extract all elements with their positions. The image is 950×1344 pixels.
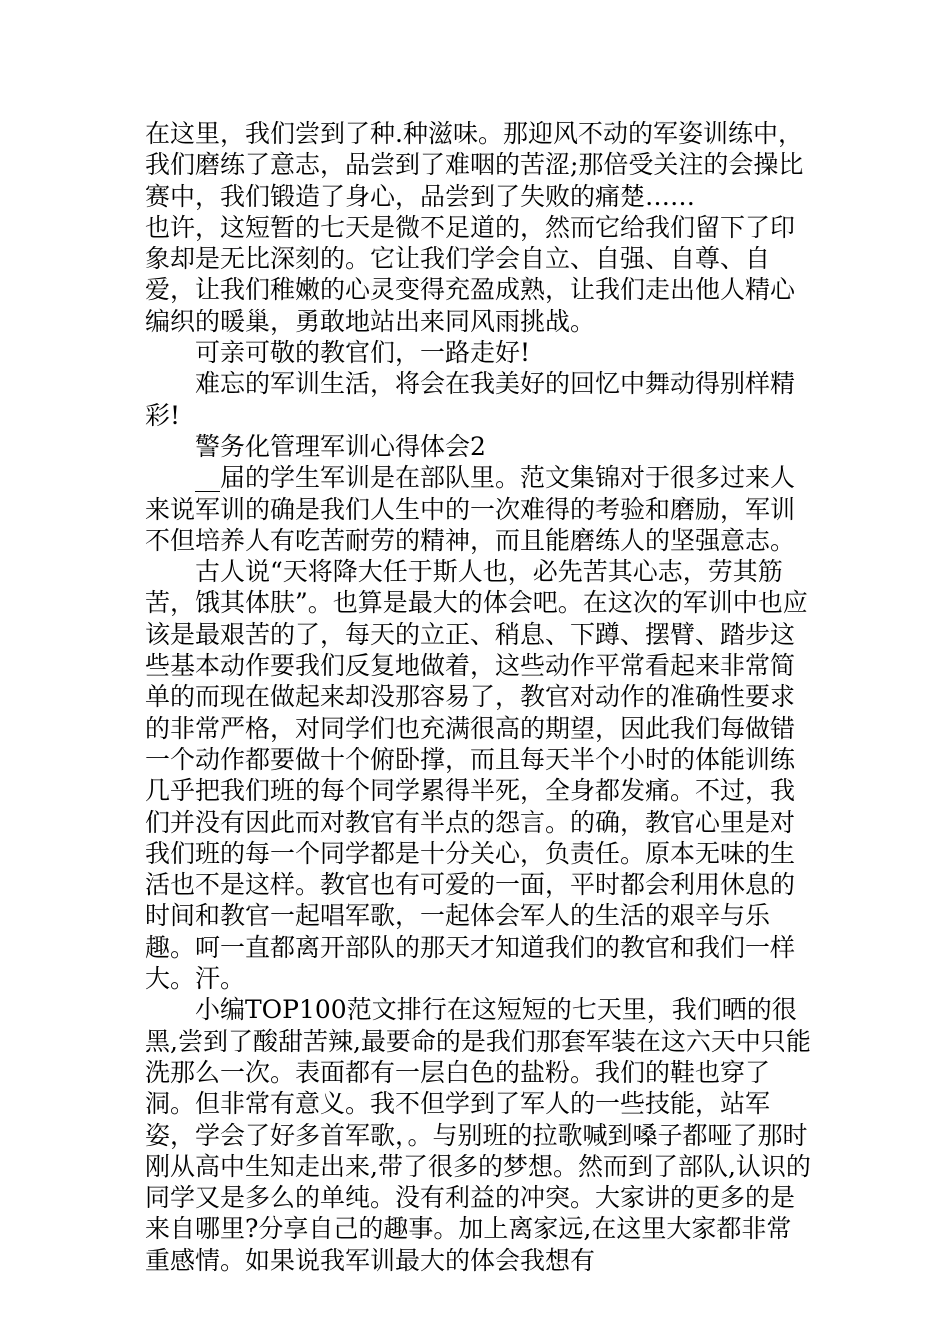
- paragraph-3: 可亲可敬的教官们，一路走好!: [195, 338, 531, 368]
- paragraph-6: 古人说“天将降大任于斯人也，必先苦其心志，劳其筋苦，饿其体肤”。也算是最大的体会吧。在这次的军训中也应该是最艰苦的了，每天的立正、稍息、下蹲、摆臂、踏步这些基本动作要我们反复地做着，这些动作平常看起来非常简单的而现在做起来却没那容易了，教官对动作的准确性要求的非常严格，对同学们也充满很高的期望，因此我们每做错一个动作都要做十个俯卧撑，而且每天半个小时的体能训练几乎把我们班的每个同学累得半死，全身都发痛。不过，我们并没有因此而对教官有半点的怨言。的确，教官心里是对我们班的每一个同学都是十分关心，负责任。原本无味的生活也不是这样。教官也有可爱的一面，平时都会利用休息的时间和教官一起唱军歌，一起体会军人的生活的艰辛与乐趣。呵一直都离开部队的那天才知道我们的教官和我们一样大。汗。: [145, 557, 808, 994]
- paragraph-7: 小编TOP100范文排行在这短短的七天里，我们晒的很黑,尝到了酸甜苦辣,最要命的是我们那套军装在这六天中只能洗那么一次。表面都有一层白色的盐粉。我们的鞋也穿了洞。但非常有意义。我不但学到了军人的一些技能，站军姿，学会了好多首军歌，。与别班的拉歌喊到嗓子都哑了那时刚从高中生知走出来,带了很多的梦想。然而到了部队,认识的同学又是多么的单纯。没有利益的冲突。大家讲的更多的是来自哪里?分享自己的趣事。加上离家远,在这里大家都非常重感情。如果说我军训最大的体会我想有: [145, 995, 811, 1275]
- paragraph-2: 也许，这短暂的七天是微不足道的，然而它给我们留下了印象却是无比深刻的。它让我们学会自立、自强、自尊、自爱，让我们稚嫩的心灵变得充盈成熟，让我们走出他人精心编织的暖巢，勇敢地站出来同风雨挑战。: [145, 212, 796, 336]
- document-body: [145, 118, 813, 1276]
- paragraph-4: 难忘的军训生活，将会在我美好的回忆中舞动得别样精彩!: [145, 369, 796, 430]
- paragraph-5: __届的学生军训是在部队里。范文集锦对于很多过来人来说军训的确是我们人生中的一次难得的考验和磨励，军训不但培养人有吃苦耐劳的精神，而且能磨练人的坚强意志。: [145, 463, 796, 555]
- section-heading: 警务化管理军训心得体会2: [195, 431, 486, 461]
- paragraph-1: 在这里，我们尝到了种.种滋味。那迎风不动的军姿训练中，我们磨练了意志，品尝到了难咽的苦涩;那倍受关注的会操比赛中，我们锻造了身心，品尝到了失败的痛楚……: [145, 119, 804, 211]
